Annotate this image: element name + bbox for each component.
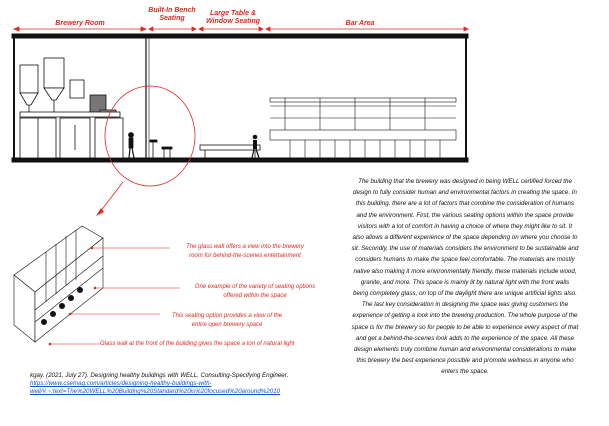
brewery-equipment	[20, 58, 123, 158]
paragraph-line: this building, there are a lot of factors that combine the consideration of humans	[355, 200, 575, 208]
label-large-table-line1: Large Table &	[209, 10, 257, 17]
label-built-in-bench	[143, 7, 201, 23]
label-large-table	[200, 10, 266, 26]
paragraph-line: space is for the brewery so for people to be able to experience every aspect of that	[351, 323, 579, 331]
bench-seating	[129, 133, 173, 159]
callout-glass-wall	[170, 243, 320, 261]
connector-arrowhead	[96, 208, 104, 216]
callout-front-glass: Glass wall at the front of the building gives the space a ton of natural light	[100, 341, 295, 347]
paragraph-line: sit. Secondly, the use of materials considers the environment to be sustainable and	[351, 245, 579, 253]
paragraph-line: being completely glass, on top of the daylight there are unique artificial lights also.	[353, 290, 577, 298]
callout-seating-variety	[175, 283, 335, 301]
citation-text: kgay. (2021, July 27). Designing healthy buildings with WELL. Consulting-Specifying Engineer.	[30, 372, 289, 379]
paragraph-line: granite, and more. This space is mainly lit by natural light with the front walls	[360, 278, 570, 286]
citation-link-line2[interactable]: well/#:~:text=The%20WELL%20Building%20Standard%20is%20focused%20around%2010	[30, 388, 281, 395]
label-large-table-line2: Window Seating	[206, 18, 260, 25]
citation-link-line1[interactable]: https://www.csemag.com/articles/designing-healthy-buildings-with-	[30, 380, 212, 387]
paragraph-line: this brewery the best experience possible and promote wellness in anyone who	[356, 357, 574, 365]
large-table	[200, 145, 260, 158]
paragraph-line: experience of getting a look into the brewing production. The whole purpose of the	[352, 312, 578, 320]
callout-seating-variety-line1: One example of the variety of seating options	[194, 284, 316, 290]
callout-glass-wall-line1: The glass wall offers a view into the brewery	[186, 244, 304, 250]
paragraph-line: and the environment. First, the various seating options within the space provide	[356, 211, 574, 219]
citation	[30, 372, 330, 396]
label-built-in-bench-line1: Built-In Bench	[148, 7, 196, 14]
paragraph-line: considers humans to make the space feel comfortable. The materials are mostly	[355, 256, 575, 264]
paragraph-line: The last key consideration in designing the space was giving customers the	[361, 301, 569, 309]
callout-seating-view-line1: This seating option provides a view of the	[171, 313, 283, 319]
paragraph-line: native also making it more environmentally friendly, these materials include wood,	[353, 267, 577, 275]
callout-seating-view-line2: entire open brewery space	[191, 322, 263, 328]
paragraph-line: design elements truly combine human and environmental considerations to make	[353, 346, 577, 354]
description-paragraph	[328, 176, 602, 378]
paragraph-line: visitors with a lot of comfort in having a choice of where they might like to sit. It	[357, 222, 573, 230]
bar-area	[270, 98, 456, 158]
callout-seating-variety-line2: offered within the space	[223, 293, 287, 299]
label-built-in-bench-line2: Seating	[159, 15, 185, 22]
label-bar-area: Bar Area	[345, 20, 375, 27]
paragraph-line: design to fully consider human and environmental factors in creating the space. In	[353, 189, 577, 197]
label-brewery-room: Brewery Room	[55, 20, 105, 27]
paragraph-line: The building that the brewery was designed in being WELL certified forced the	[358, 178, 572, 185]
callout-seating-view	[152, 312, 302, 330]
paragraph-line: enters the space.	[441, 368, 489, 376]
axon-seating-drawing	[14, 226, 103, 342]
callout-glass-wall-line2: room for behind-the-scenes entertainment	[189, 253, 301, 259]
paragraph-line: also allows a different experience of the space depending on where you choose to	[352, 234, 578, 242]
paragraph-line: and get a behind-the-scenes look adds to the experience of the space. All these	[355, 334, 575, 342]
